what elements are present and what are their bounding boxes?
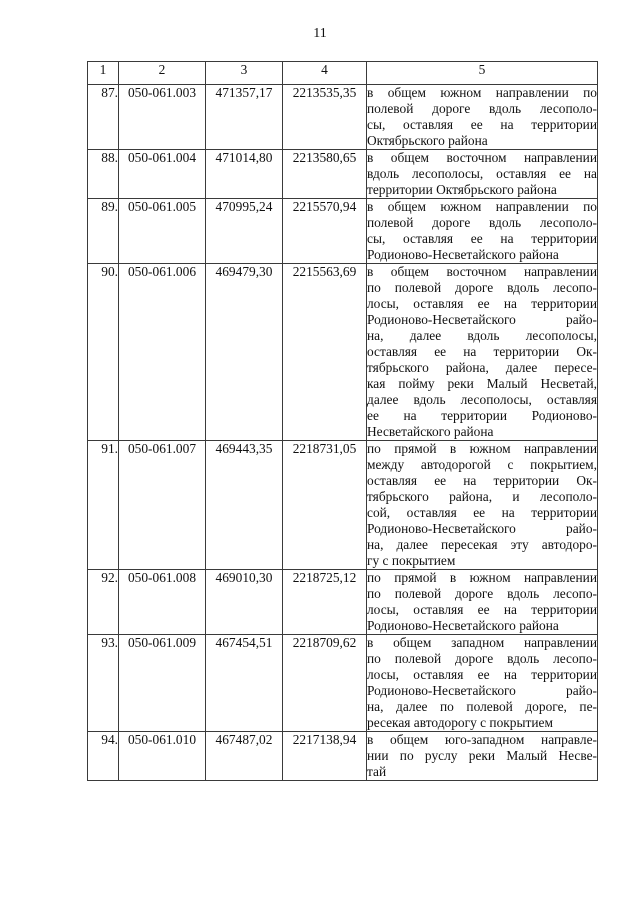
description-line: полевой дороге вдоль лесополо-: [367, 101, 597, 116]
description-line: ресекая автодорогу с покрытием: [367, 715, 553, 730]
row-number: 87.: [88, 85, 119, 150]
point-code: 050-061.008: [119, 570, 206, 635]
point-code: 050-061.003: [119, 85, 206, 150]
description-line: сы, оставляя ее на территории: [367, 117, 597, 132]
x-coordinate: 471357,17: [206, 85, 283, 150]
description-line: лосы, оставляя ее на территории: [367, 602, 597, 617]
column-header-description: 5: [367, 62, 598, 85]
description-line: в общем южном направлении по: [367, 199, 597, 214]
description-line: по прямой в южном направлении: [367, 441, 597, 456]
table-row: [88, 264, 598, 441]
table-body: [88, 85, 598, 781]
table-row: [88, 85, 598, 150]
row-number: 89.: [88, 199, 119, 264]
description-line: в общем южном направлении по: [367, 85, 597, 100]
row-number: 90.: [88, 264, 119, 441]
page-number: 11: [313, 26, 327, 41]
description-line: Родионово-Несветайского райо-: [367, 312, 597, 327]
description-line: по полевой дороге вдоль лесопо-: [367, 586, 597, 601]
table-row: [88, 732, 598, 781]
description-line: в общем восточном направлении: [367, 264, 597, 279]
description-line: вдоль лесополосы, оставляя ее на: [367, 166, 597, 181]
column-header-x: 3: [206, 62, 283, 85]
boundary-description: [367, 85, 598, 150]
description-line: в общем западном направлении: [367, 635, 597, 650]
row-number: 92.: [88, 570, 119, 635]
y-coordinate: 2218725,12: [283, 570, 367, 635]
x-coordinate: 471014,80: [206, 150, 283, 199]
point-code: 050-061.007: [119, 441, 206, 570]
description-line: в общем юго-западном направле-: [367, 732, 597, 747]
table-row: [88, 635, 598, 732]
description-line: оставляя ее на территории Ок-: [367, 473, 597, 488]
description-line: Родионово-Несветайского райо-: [367, 521, 597, 536]
description-line: Октябрьского района: [367, 133, 488, 148]
description-line: тай: [367, 764, 387, 779]
y-coordinate: 2218709,62: [283, 635, 367, 732]
table-header-row: [88, 62, 598, 85]
point-code: 050-061.005: [119, 199, 206, 264]
x-coordinate: 467454,51: [206, 635, 283, 732]
description-line: оставляя ее на территории Ок-: [367, 344, 597, 359]
column-header-point-code: 2: [119, 62, 206, 85]
description-line: лосы, оставляя ее на территории: [367, 296, 597, 311]
description-line: гу с покрытием: [367, 553, 456, 568]
description-line: кая пойму реки Малый Несветай,: [367, 376, 597, 391]
boundary-description: [367, 732, 598, 781]
row-number: 94.: [88, 732, 119, 781]
x-coordinate: 469479,30: [206, 264, 283, 441]
description-line: Родионово-Несветайского района: [367, 618, 559, 633]
description-line: Родионово-Несветайского райо-: [367, 683, 597, 698]
description-line: сой, оставляя ее на территории: [367, 505, 597, 520]
x-coordinate: 467487,02: [206, 732, 283, 781]
boundary-description: [367, 199, 598, 264]
description-line: на, далее пересекая эту автодоро-: [367, 537, 597, 552]
row-number: 93.: [88, 635, 119, 732]
column-header-y: 4: [283, 62, 367, 85]
x-coordinate: 469010,30: [206, 570, 283, 635]
y-coordinate: 2215563,69: [283, 264, 367, 441]
x-coordinate: 470995,24: [206, 199, 283, 264]
description-line: лосы, оставляя ее на территории: [367, 667, 597, 682]
boundary-description: [367, 635, 598, 732]
y-coordinate: 2217138,94: [283, 732, 367, 781]
description-line: по полевой дороге вдоль лесопо-: [367, 280, 597, 295]
y-coordinate: 2213535,35: [283, 85, 367, 150]
boundary-description: [367, 150, 598, 199]
description-line: нии по руслу реки Малый Несве-: [367, 748, 597, 763]
description-line: Родионово-Несветайского района: [367, 247, 559, 262]
description-line: между автодорогой с покрытием,: [367, 457, 597, 472]
description-line: на, далее вдоль лесополосы,: [367, 328, 597, 343]
row-number: 91.: [88, 441, 119, 570]
table-row: [88, 150, 598, 199]
description-line: по прямой в южном направлении: [367, 570, 597, 585]
point-code: 050-061.004: [119, 150, 206, 199]
description-line: Несветайского района: [367, 424, 494, 439]
description-line: по полевой дороге вдоль лесопо-: [367, 651, 597, 666]
description-line: тябрьского района, и лесополо-: [367, 489, 597, 504]
description-line: тябрьского района, далее пересе-: [367, 360, 597, 375]
y-coordinate: 2213580,65: [283, 150, 367, 199]
table-row: [88, 441, 598, 570]
table-row: [88, 570, 598, 635]
description-line: полевой дороге вдоль лесополо-: [367, 215, 597, 230]
y-coordinate: 2218731,05: [283, 441, 367, 570]
description-line: далее вдоль лесополосы, оставляя: [367, 392, 597, 407]
description-line: территории Октябрьского района: [367, 182, 557, 197]
boundary-table: [87, 61, 598, 781]
x-coordinate: 469443,35: [206, 441, 283, 570]
point-code: 050-061.006: [119, 264, 206, 441]
point-code: 050-061.010: [119, 732, 206, 781]
boundary-description: [367, 441, 598, 570]
description-line: на, далее по полевой дороге, пе-: [367, 699, 597, 714]
description-line: в общем восточном направлении: [367, 150, 597, 165]
y-coordinate: 2215570,94: [283, 199, 367, 264]
description-line: ее на территории Родионово-: [367, 408, 597, 423]
description-line: сы, оставляя ее на территории: [367, 231, 597, 246]
point-code: 050-061.009: [119, 635, 206, 732]
boundary-description: [367, 570, 598, 635]
row-number: 88.: [88, 150, 119, 199]
boundary-description: [367, 264, 598, 441]
table-row: [88, 199, 598, 264]
column-header-number: 1: [88, 62, 119, 85]
